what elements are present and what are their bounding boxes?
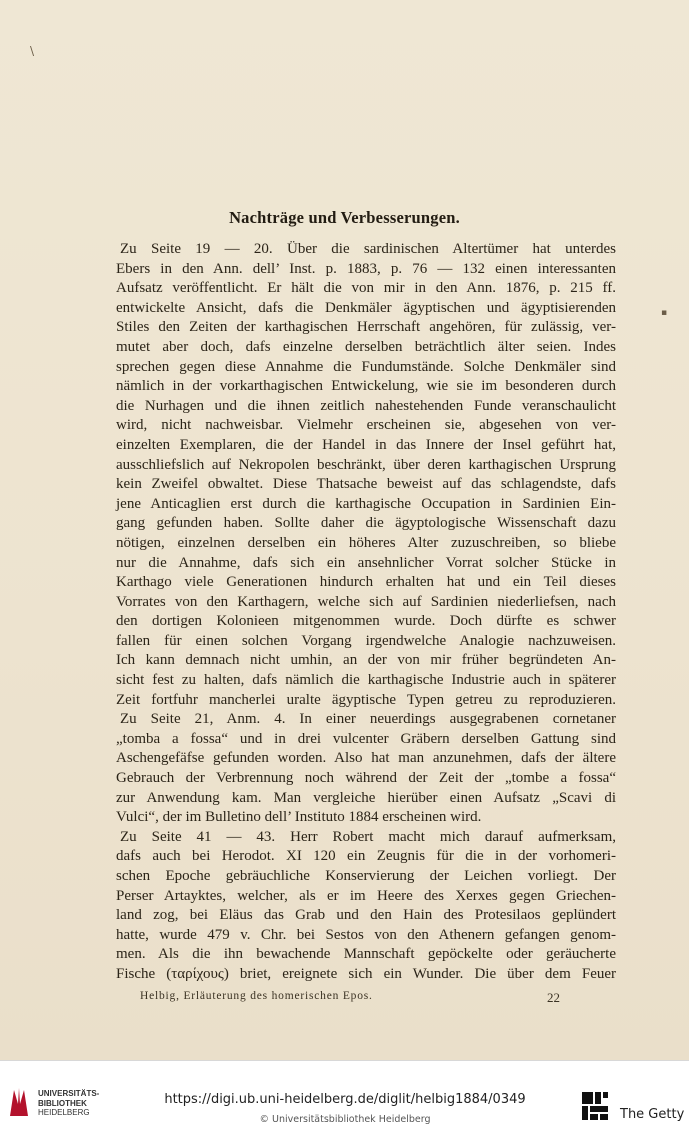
text-line: sicht fest zu halten, dafs nämlich die karthagische Industrie auch in späterer	[116, 672, 616, 689]
text-line: dafs auch bei Herodot. XI 120 ein Zeugnis für die in der vorhomeri-	[116, 848, 616, 865]
text-line: Vulci“, der im Bulletino dell’ Instituto 1884 erscheinen wird.	[116, 809, 482, 826]
library-line: HEIDELBERG	[38, 1108, 90, 1117]
running-footer: Helbig, Erläuterung des homerischen Epos.	[140, 990, 373, 1002]
text-line: den dortigen Kolonieen mitgenommen wurde. Doch dürfte es schwer	[116, 613, 616, 630]
text-line: Perser Artayktes, welcher, als er im Heere des Xerxes gegen Griechen-	[116, 887, 616, 904]
text-line: wird, nicht nachweisbar. Vielmehr erscheinen sie, abgesehen von ver-	[116, 417, 616, 434]
getty-logo-icon	[580, 1090, 610, 1122]
text-line: schen Epoche gebräuchliche Konservierung der Leichen vorliegt. Der	[116, 868, 616, 884]
text-line: Stiles den Zeiten der karthagischen Herrschaft angehören, für zulässig, ver-	[116, 319, 616, 336]
text-line: nötigen, einzelnen derselben ein höheres Alter zuzuschreiben, so bliebe	[116, 534, 616, 551]
scan-speck: ▪	[661, 308, 668, 318]
text-line: kein Zweifel obwaltet. Diese Thatsache beweist auf das schlagendste, dafs	[116, 476, 616, 493]
text-line: Gebrauch der Verbrennung noch während der Zeit der „tombe a fossa“	[116, 770, 616, 787]
text-line: men. Als die ihn bewachende Mannschaft gepöckelte oder geräucherte	[116, 946, 616, 963]
text-line: mutet aber doch, dafs einzelne derselben beträchtlich älter seien. Indes	[116, 338, 616, 355]
text-line: Fische (ταρίχους) briet, ereignete sich ein Wunder. Die über dem Feuer	[116, 965, 616, 982]
text-line: Zu Seite 21, Anm. 4. In einer neuerdings ausgegrabenen cornetaner	[120, 711, 616, 728]
text-line: einzelten Exemplaren, die der Handel in das Innere der Insel geführt hat,	[116, 436, 616, 453]
text-line: Vorrates von den Karthagern, welche sich auf Sardinien niederliefsen, nach	[116, 593, 616, 610]
text-line: Karthago viele Generationen hindurch erhalten hat und ein Teil dieses	[116, 574, 616, 591]
text-line: Ich kann demnach nicht umhin, an der von mir früher begründeten An-	[116, 652, 616, 669]
library-line: UNIVERSITÄTS-	[38, 1089, 100, 1098]
text-line: entwickelte Ansicht, dafs die Denkmäler ägyptischen und ägyptisierenden	[116, 299, 616, 316]
text-line: ausschliefslich auf Nekropolen beschränkt, über deren karthagischen Ursprung	[116, 456, 616, 473]
text-line: gang gefunden haben. Sollte daher die ägyptologische Wissenschaft dazu	[116, 515, 616, 532]
page-number: 22	[547, 990, 560, 1005]
text-line: nur die Annahme, dafs sich ein ansehnlicher Vorrat solcher Stücke in	[116, 554, 616, 571]
text-line: hatte, wurde 479 v. Chr. bei Sestos von den Athenern gefangen genom-	[116, 926, 616, 943]
text-line: Ebers in den Ann. dell’ Inst. p. 1883, p. 76 — 132 einen interessanten	[116, 260, 616, 277]
page-title: Nachträge und Verbesserungen.	[229, 208, 460, 227]
text-line: sprechen gegen diese Annahme die Fundumstände. Solche Denkmäler sind	[116, 358, 616, 375]
text-line: Zu Seite 19 — 20. Über die sardinischen Altertümer hat unterdes	[120, 241, 616, 257]
page-footer	[140, 990, 560, 1006]
text-line: Zu Seite 41 — 43. Herr Robert macht mich darauf aufmerksam,	[120, 828, 616, 845]
text-line: jene Anticaglien erst durch die karthagische Occupation in Sardinien Ein-	[116, 495, 616, 512]
text-line: Aschengefäfse gefunden worden. Also hat man anzunehmen, dafs der ältere	[116, 750, 616, 767]
library-name	[38, 1089, 118, 1118]
university-library-logo-icon	[8, 1084, 30, 1118]
copyright-notice: © Universitätsbibliothek Heidelberg	[259, 1114, 431, 1125]
text-line: die Nurhagen und die ihnen zeitlich nahestehenden Funde veranschaulicht	[116, 397, 616, 414]
partner-name: The Getty	[620, 1107, 685, 1122]
text-line: land zog, bei Eläus das Grab und den Hain des Protesilaos geplündert	[116, 907, 616, 924]
text-line: zur Anwendung kam. Man vergleiche hierüber einen Aufsatz „Scavi di	[116, 789, 616, 806]
text-line: fallen für einen solchen Vorgang irgendwelche Analogie nachzuweisen.	[116, 632, 616, 649]
text-line: Zeit fortfuhr mancherlei uralte ägyptische Typen getreu zu reproduzieren.	[116, 691, 616, 708]
body-text	[116, 240, 616, 985]
text-line: nämlich in der vorkarthagischen Entwickelung, wie sie im besonderen durch	[116, 378, 616, 395]
scan-speck: \	[30, 44, 35, 58]
permalink[interactable]: https://digi.ub.uni-heidelberg.de/diglit/helbig1884/0349	[164, 1092, 526, 1107]
text-line: Aufsatz veröffentlicht. Er hält die von mir in den Ann. 1876, p. 215 ff.	[116, 280, 616, 297]
text-line: „tomba a fossa“ und in drei vulcenter Gräbern derselben Gattung sind	[116, 730, 616, 747]
library-line: BIBLIOTHEK	[38, 1098, 87, 1108]
